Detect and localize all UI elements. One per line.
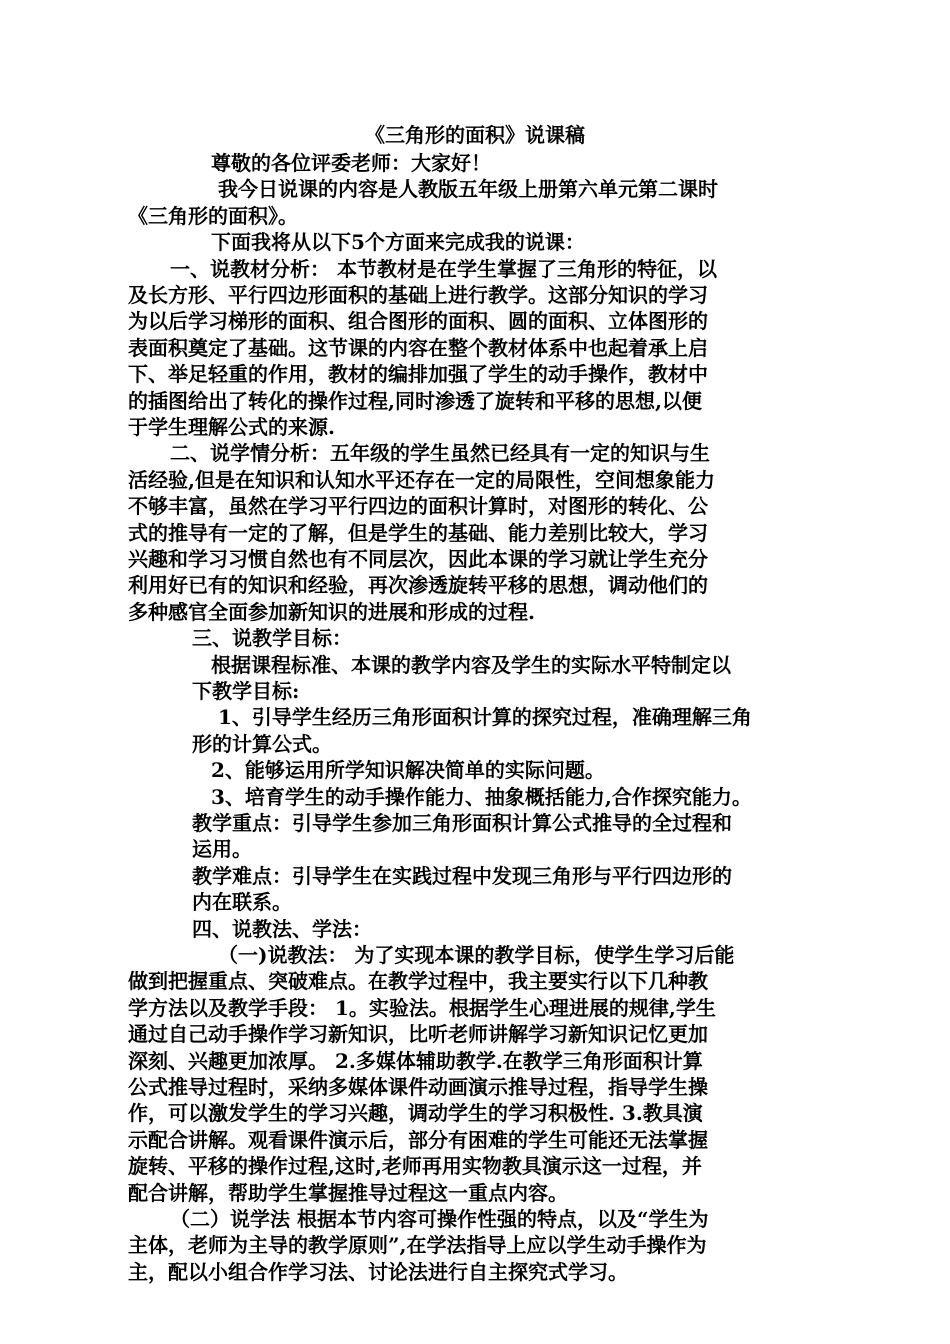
text-line: 内在联系。 bbox=[192, 890, 292, 915]
text-line: 兴趣和学习习惯自然也有不同层次，因此本课的学习就让学生充分 bbox=[128, 547, 708, 571]
text-line: 及长方形、平行四边形面积的基础上进行教学。这部分知识的学习 bbox=[128, 283, 708, 307]
text-line: 活经验,但是在知识和认知水平还存在一定的局限性，空间想象能力 bbox=[128, 467, 715, 492]
text-line: 主体，老师为主导的教学原则”,在学法指导上应以学生动手操作为 bbox=[128, 1233, 707, 1258]
objective-2: 2、能够运用所学知识解决简单的实际问题。 bbox=[211, 758, 605, 783]
section-heading-1: 一、说教材分析： 本节教材是在学生掌握了三角形的特征，以 bbox=[170, 256, 717, 281]
objective-3: 3、培育学生的动手操作能力、抽象概括能力,合作探究能力。 bbox=[211, 784, 752, 809]
text-line: 通过自己动手操作学习新知识，比听老师讲解学习新知识记忆更加 bbox=[128, 1022, 708, 1047]
difficult-point: 教学难点：引导学生在实践过程中发现三角形与平行四边形的 bbox=[192, 863, 732, 888]
text-line: 下、举足轻重的作用，教材的编排加强了学生的动手操作，教材中 bbox=[128, 362, 708, 387]
text-line: 作，可以激发学生的学习兴趣，调动学生的学习积极性. 3.教具演 bbox=[128, 1101, 703, 1126]
text-line: 《三角形的面积》。 bbox=[128, 203, 298, 228]
text-line: 下面我将从以下5个方面来完成我的说课： bbox=[211, 230, 585, 255]
text-line: 我今日说课的内容是人教版五年级上册第六单元第二课时 bbox=[218, 177, 718, 202]
text-line: 主，配以小组合作学习法、讨论法进行自主探究式学习。 bbox=[128, 1259, 628, 1284]
text-line: 利用好已有的知识和经验，再次渗透旋转平移的思想，调动他们的 bbox=[128, 573, 708, 598]
text-line: 深刻、兴趣更加浓厚。 2.多媒体辅助教学.在教学三角形面积计算 bbox=[128, 1048, 703, 1073]
text-line: 不够丰富，虽然在学习平行四边的面积计算时，对图形的转化、公 bbox=[128, 494, 708, 519]
objective-1: 1、引导学生经历三角形面积计算的探究过程，准确理解三角 bbox=[218, 705, 752, 730]
text-line: 公式推导过程时，采纳多媒体课件动画演示推导过程，指导学生操 bbox=[128, 1075, 708, 1099]
text-line: 为以后学习梯形的面积、组合图形的面积、圆的面积、立体图形的 bbox=[128, 309, 708, 334]
section-heading-3: 三、说教学目标： bbox=[192, 626, 352, 651]
text-line: 学方法以及教学手段： 1。实验法。根据学生心理进展的规律,学生 bbox=[128, 995, 716, 1020]
text-line: 做到把握重点、突破难点。在教学过程中，我主要实行以下几种教 bbox=[128, 969, 708, 994]
text-line: 配合讲解，帮助学生掌握推导过程这一重点内容。 bbox=[128, 1180, 568, 1205]
key-point: 教学重点：引导学生参加三角形面积计算公式推导的全过程和 bbox=[192, 811, 732, 835]
teaching-method-heading: （一)说教法： 为了实现本课的教学目标，使学生学习后能 bbox=[218, 943, 735, 967]
text-line: 根据课程标准、本课的教学内容及学生的实际水平特制定以 bbox=[211, 652, 731, 677]
text-line: 式的推导有一定的了解，但是学生的基础、能力差别比较大，学习 bbox=[128, 520, 708, 545]
document-title: 《三角形的面积》说课稿 bbox=[365, 123, 585, 147]
text-line: 表面积奠定了基础。这节课的内容在整个教材体系中也起着承上启 bbox=[128, 335, 708, 360]
text-line: 运用。 bbox=[192, 837, 252, 862]
text-line: 下教学目标: bbox=[192, 679, 300, 703]
text-line: 的插图给出了转化的操作过程,同时渗透了旋转和平移的思想,以便 bbox=[128, 388, 702, 413]
text-line: 多种感官全面参加新知识的进展和形成的过程. bbox=[128, 599, 535, 624]
text-line: 形的计算公式。 bbox=[192, 731, 332, 756]
text-line: 示配合讲解。观看课件演示后，部分有困难的学生可能还无法掌握 bbox=[128, 1127, 708, 1152]
learning-method-heading: （二）说学法 根据本节内容可操作性强的特点，以及“学生为 bbox=[170, 1207, 709, 1231]
greeting-line: 尊敬的各位评委老师：大家好！ bbox=[211, 151, 491, 175]
section-heading-4: 四、说教法、学法： bbox=[192, 916, 372, 941]
text-line: 于学生理解公式的来源. bbox=[128, 415, 335, 439]
text-line: 旋转、平移的操作过程,这时,老师再用实物教具演示这一过程，并 bbox=[128, 1154, 702, 1179]
section-heading-2: 二、说学情分析：五年级的学生虽然已经具有一定的知识与生 bbox=[170, 441, 710, 466]
